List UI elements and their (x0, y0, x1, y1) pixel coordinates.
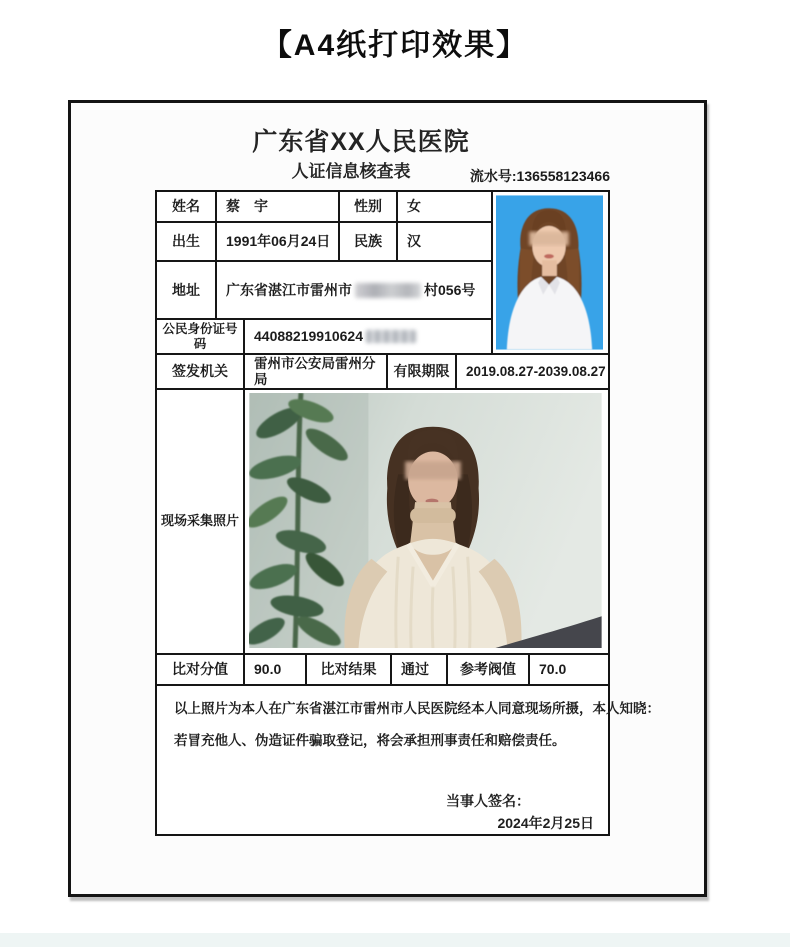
validity-value: 2019.08.27-2039.08.27 (457, 355, 608, 390)
id-photo-graphic (496, 195, 603, 350)
gender-label: 性别 (340, 192, 398, 223)
id-number-redaction-blur (366, 330, 416, 343)
birth-label: 出生 (157, 223, 217, 262)
validity-label: 有限期限 (388, 355, 457, 390)
statement-line-1: 以上照片为本人在广东省湛江市雷州市人民医院经本人同意现场所摄，本人知晓： (174, 701, 660, 716)
a4-paper (68, 100, 707, 897)
compare-score-label: 比对分值 (157, 655, 245, 686)
name-label: 姓名 (157, 192, 217, 223)
name-value: 蔡 宇 (217, 192, 340, 223)
address-prefix: 广东省湛江市雷州市 (226, 281, 352, 298)
verification-table (155, 190, 660, 836)
address-value (217, 262, 493, 320)
serial-number: 流水号:136558123466 (469, 168, 610, 184)
ethnicity-value: 汉 (398, 223, 493, 262)
birth-value: 1991年06月24日 (217, 223, 340, 262)
address-label: 地址 (157, 262, 217, 320)
date: 2024年2月25日 (497, 815, 594, 831)
compare-result-value: 通过 (392, 655, 448, 686)
statement-line-2: 若冒充他人、伪造证件骗取登记，将会承担刑事责任和赔偿责任。 (174, 733, 566, 748)
threshold-value: 70.0 (530, 655, 608, 686)
live-photo-label: 现场采集照片 (157, 390, 245, 655)
threshold-label: 参考阀值 (448, 655, 530, 686)
signature-label: 当事人签名： (446, 793, 530, 809)
address-suffix: 村056号 (424, 281, 476, 298)
id-number-label: 公民身份证号码 (157, 320, 245, 355)
live-photo-graphic (249, 393, 602, 648)
id-photo-cell (493, 192, 608, 355)
live-photo (249, 393, 602, 648)
bottom-strip (0, 933, 790, 947)
issuing-authority-value: 雷州市公安局雷州分局 (245, 355, 388, 390)
statement-cell (157, 686, 660, 834)
form-title: 人证信息核查表 (291, 162, 411, 181)
issuing-authority-label: 签发机关 (157, 355, 245, 390)
address-redaction-blur (355, 283, 421, 298)
compare-result-label: 比对结果 (307, 655, 392, 686)
id-number-digits: 44088219910624 (254, 328, 364, 345)
id-photo (496, 195, 603, 350)
compare-score-value: 90.0 (245, 655, 307, 686)
gender-value: 女 (398, 192, 493, 223)
page-title: 【A4纸打印效果】 (261, 29, 529, 62)
hospital-name: 广东省XX人民医院 (252, 128, 470, 156)
live-photo-cell (245, 390, 608, 655)
id-number-value (245, 320, 493, 355)
ethnicity-label: 民族 (340, 223, 398, 262)
